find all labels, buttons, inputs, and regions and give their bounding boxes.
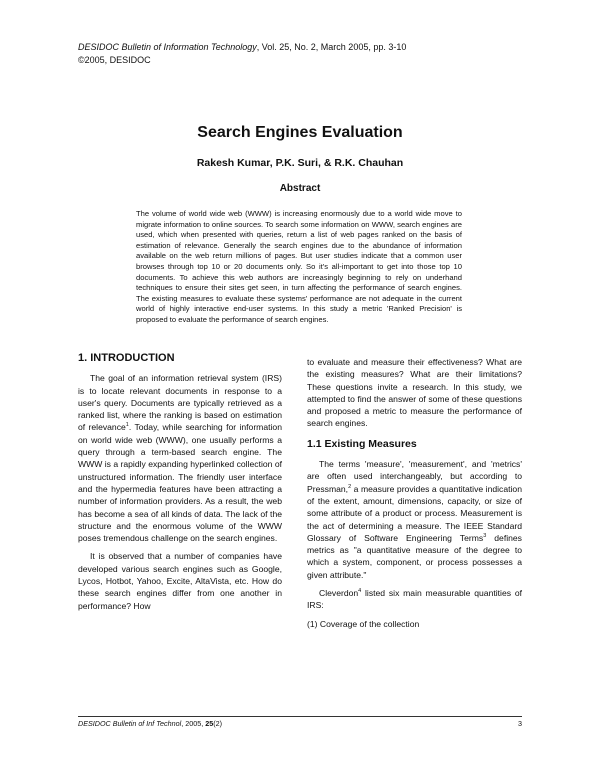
measures-paragraph-2 bbox=[307, 587, 522, 612]
abstract-text: The volume of world wide web (WWW) is increasing enormously due to a world wide move to migrate information to online sources. To search some information on WWW, search engines are used, which when presented with queries, return a list of web pages ranked on the basis of estimation of relevance. Generally the search engines due to the abundance of information available on the web return millions of pages. But user studies indicate that a common user browses through top 10 or 20 documents only. So it's all-important to get into those top 10 documents. To achieve this web authors are increasingly beginning to rely on underhand techniques to ensure their sites get seen, in turn affecting the performance of search engines. The existing measures to evaluate these systems' performance are not adequate in the current world of highly interactive end-user systems. In this study a metric 'Ranked Precision' is proposed to evaluate the performance of search engines. bbox=[136, 209, 462, 324]
measures-p2-text-b: listed six main measurable quantities of IRS: bbox=[307, 588, 522, 611]
citation-1: 1 bbox=[125, 422, 129, 429]
abstract-heading: Abstract bbox=[279, 183, 321, 194]
intro-p1-text-a: The goal of an information retrieval system (IRS) is to locate relevant documents in response to a user's query. Documents are typically retrieved as a ranked list, where the ranking is based on estimation of relevance bbox=[78, 373, 282, 433]
intro-paragraph-2-continued: to evaluate and measure their effectiveness? What are the existing measures? What are their limitations? These questions invite a research. In this study, we attempted to find the answer of some of these questions and proposed a metric to measure the performance of search engines. bbox=[307, 357, 522, 429]
measures-list-item-1: (1) Coverage of the collection bbox=[307, 618, 420, 629]
measures-p2-text-a: Cleverdon bbox=[319, 588, 359, 599]
section-heading-introduction: 1. INTRODUCTION bbox=[78, 352, 175, 364]
citation-3: 3 bbox=[483, 533, 487, 539]
footer-issue: (2) bbox=[213, 719, 222, 728]
running-footer bbox=[78, 719, 522, 728]
footer-year: , 2005, bbox=[181, 719, 206, 728]
footer-journal: DESIDOC Bulletin of Inf Technol bbox=[78, 719, 182, 728]
measures-p1-text-b: a measure provides a quantitative indication of the extent, amount, dimensions, capacity, or size of some attribute of a product or process. Measurement is the act of determining a measure. The IEEE Standard Glossary of Software Engineering Terms bbox=[307, 483, 522, 543]
citation-line bbox=[78, 41, 406, 54]
volume-info: , Vol. 25, No. 2, March 2005, pp. 3-10 bbox=[256, 42, 407, 52]
footer-rule bbox=[78, 716, 522, 717]
section-heading-existing-measures: 1.1 Existing Measures bbox=[307, 437, 417, 450]
paper-title: Search Engines Evaluation bbox=[197, 124, 403, 141]
page-number: 3 bbox=[518, 719, 522, 728]
intro-p1-text-b: . Today, while searching for information on world wide web (WWW), one usually performs a query through a term-based search engine. The WWW is a rapidly expanding hyperlinked collection of unstructured information. The friendly user interface and the hypermedia features have been attracting a number of information providers. As a result, the web has become a sea of all kinds of data. The lack of the structure and the enormous volume of the WWW poses tremendous challenge on the search engines. bbox=[78, 422, 282, 544]
measures-p1-text-a: The terms 'measure', 'measurement', and 'metrics' are often used interchangeably, but according to Pressman, bbox=[307, 459, 522, 494]
footer-volume: 25 bbox=[205, 719, 214, 728]
intro-paragraph-2: It is observed that a number of companies have developed various search engines such as Google, Lycos, Hotbot, Yahoo, Excite, AltaVista, etc. How do these search engines differ from one another in performance? How bbox=[78, 551, 282, 611]
authors: Rakesh Kumar, P.K. Suri, & R.K. Chauhan bbox=[196, 157, 404, 169]
right-column bbox=[307, 356, 522, 636]
running-header bbox=[78, 41, 406, 67]
journal-name: DESIDOC Bulletin of Information Technology bbox=[78, 42, 257, 52]
citation-2: 2 bbox=[348, 483, 352, 490]
intro-paragraph-1 bbox=[78, 372, 282, 544]
measures-paragraph-1 bbox=[307, 458, 522, 581]
citation-4: 4 bbox=[358, 588, 362, 595]
measures-p1-text-c: defines metrics as "a quantitative measure of the degree to which a system, component, or process possesses a given attribute." bbox=[307, 532, 522, 580]
left-column bbox=[78, 352, 282, 618]
copyright: ©2005, DESIDOC bbox=[78, 55, 151, 65]
